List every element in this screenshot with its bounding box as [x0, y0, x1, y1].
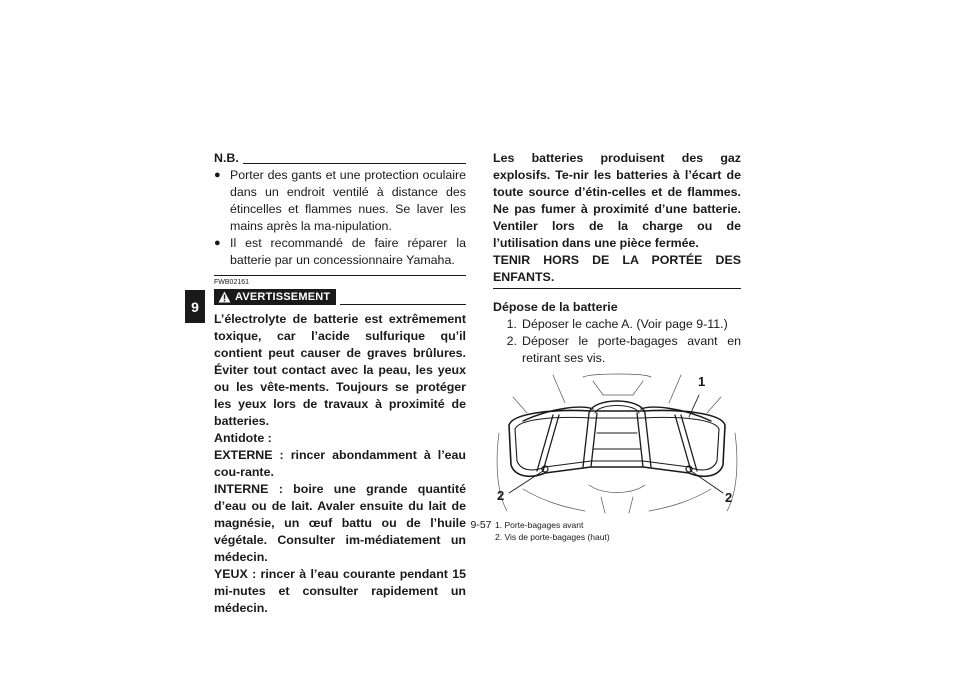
- step-item: [493, 316, 741, 333]
- warning-label: AVERTISSEMENT: [235, 290, 331, 303]
- warning-paragraph: INTERNE : boire une grande quantité d’eau ou de lait. Avaler ensuite du lait de magnésie, un œuf battu ou de l’huile végétale. Consulter im-médiatement un médecin.: [214, 482, 466, 564]
- warning-header: [214, 289, 466, 305]
- warning-badge: [214, 289, 336, 305]
- nb-bullet-text: Porter des gants et une protection oculaire dans un endroit ventilé à distance des étincelles et flammes nues. Se laver les mains après la ma-nipulation.: [230, 168, 466, 233]
- nb-end-rule: [214, 275, 466, 276]
- warning-body: [214, 311, 466, 617]
- warning-paragraph: TENIR HORS DE LA PORTÉE DES ENFANTS.: [493, 253, 741, 284]
- figure-captions: [493, 519, 741, 543]
- section-title: Dépose de la batterie: [493, 300, 618, 314]
- bullet-icon: ●: [214, 237, 221, 249]
- nb-title: N.B.: [214, 151, 239, 165]
- step-text: Déposer le cache A. (Voir page 9-11.): [522, 317, 728, 331]
- step-item: [493, 333, 741, 367]
- nb-bullet: [214, 235, 466, 269]
- warning-end-rule: [493, 288, 741, 289]
- warning-paragraph: Antidote :: [214, 431, 272, 445]
- front-rack-illustration: [493, 373, 741, 515]
- figure-caption: 2. Vis de porte-bagages (haut): [495, 532, 610, 542]
- figure-label-1: 1: [698, 374, 706, 389]
- nb-heading: [214, 150, 466, 167]
- warning-paragraph: L’électrolyte de batterie est extrêmement toxique, car l’acide sulfurique qu’il contient peut causer de graves brûlures. Éviter tout contact avec la peau, les yeux ou les vête-ments. Toujours se protéger les yeux lors de travaux à proximité de batteries.: [214, 312, 466, 428]
- nb-bullet-text: Il est recommandé de faire réparer la batterie par un concessionnaire Yamaha.: [230, 236, 466, 267]
- removal-steps: [493, 316, 741, 367]
- chapter-tab: 9: [185, 290, 205, 323]
- warning-paragraph: Les batteries produisent des gaz explosifs. Te-nir les batteries à l’écart de toute source d’étin-celles et de flammes. Ne pas fumer à proximité d’une batterie. Ventiler lors de la charge ou de l’utilisation dans une pièce fermée.: [493, 151, 741, 250]
- step-number: 2.: [506, 334, 517, 348]
- warning-paragraph: YEUX : rincer à l’eau courante pendant 15 mi-nutes et consulter rapidement un médecin.: [214, 567, 466, 615]
- step-text: Déposer le porte-bagages avant en retirant ses vis.: [522, 334, 741, 365]
- nb-bullet: [214, 167, 466, 235]
- page-number: 9-57: [470, 519, 492, 531]
- warning-triangle-icon: [218, 291, 231, 303]
- warning-continued: [493, 150, 741, 286]
- front-rack-drawing: [493, 373, 741, 515]
- warning-paragraph: EXTERNE : rincer abondamment à l’eau cou-rante.: [214, 448, 466, 479]
- left-column: [214, 150, 466, 617]
- warning-code: FWB02161: [214, 279, 250, 286]
- right-column: [493, 150, 741, 543]
- nb-rule: [243, 163, 466, 164]
- bullet-icon: ●: [214, 169, 221, 181]
- figure-caption: 1. Porte-bagages avant: [495, 520, 584, 530]
- figure-label-2-left: 2: [497, 488, 505, 503]
- step-number: 1.: [506, 317, 517, 331]
- warning-rule: [340, 304, 466, 305]
- figure-label-2-right: 2: [725, 490, 733, 505]
